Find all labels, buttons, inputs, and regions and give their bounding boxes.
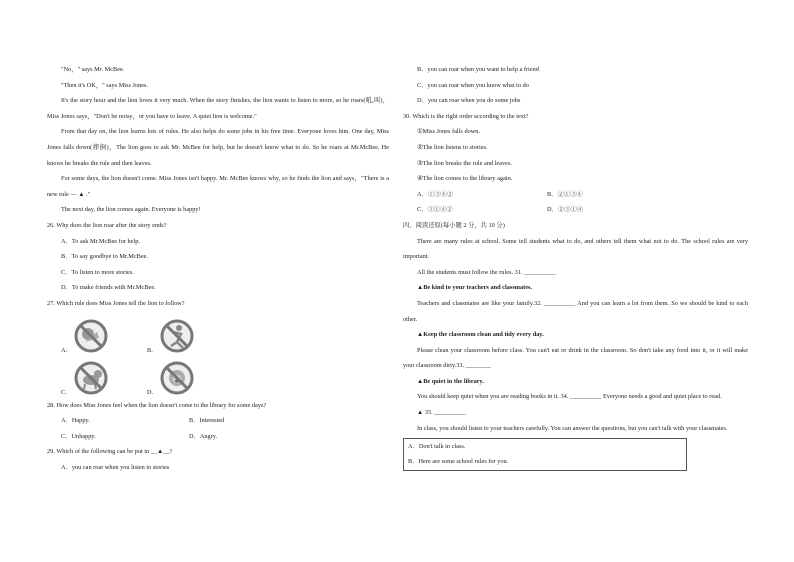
answer-options-box [403, 438, 687, 471]
q27-option-d[interactable] [147, 360, 195, 396]
story-line: "No，" says Mr. McBee. [61, 66, 125, 73]
story-paragraph: It's the story hour and the lion loves it very much. When the story finishes, the lion wants to listen to more, so he roars(吼,叫)，Miss Jones says，"Don't be noisy，or you have to leave. A quiet lion is welcome." [47, 97, 389, 120]
question-28-stem: 28. How does Miss Jones feel when the lion doesn't come to the library for some days? [47, 401, 267, 409]
q28-option-a[interactable]: A．Happy. [61, 417, 90, 425]
q28-options-row-2 [47, 429, 389, 445]
question-30-stem: 30. Which is the right order according to the text? [403, 112, 529, 120]
no-running-icon [159, 318, 195, 354]
rule-heading: ▲Be quiet in the library. [417, 377, 484, 385]
q29-option-a[interactable]: A．you can roar when you listen to stories [61, 463, 170, 471]
q27-option-c[interactable] [61, 360, 147, 396]
section-line-31: All the students must follow the rules. 31. __________ [417, 268, 556, 276]
q30-option-c[interactable]: C．③①④② [417, 206, 453, 214]
q29-option-d[interactable]: D．you can roar when you do some jobs [417, 97, 521, 105]
q27-label-a: A. [61, 346, 68, 354]
q27-option-b[interactable] [147, 318, 195, 354]
box-option-b: B．Here are some school rules for you. [408, 457, 509, 465]
q30-options-row-2 [403, 202, 748, 218]
q29-option-b[interactable]: B．you can roar when you want to help a friend [417, 66, 539, 73]
section-paragraph: Please clean your classroom before class. You can't eat or drink in the classroom. So don't take any food into it, or it will make your classroom dirty.33. ________ [403, 346, 748, 370]
section-line-35: ▲ 35. __________ [417, 409, 466, 417]
rule-heading: ▲Keep the classroom clean and tidy every day. [417, 331, 544, 339]
section-paragraph: There are many rules at school. Some tell students what to do, and others tell them what not to do. The school rules are very important. [403, 237, 748, 261]
q30-option-d[interactable]: D．②③①④ [547, 206, 584, 214]
section-paragraph: In class, you should listen to your teachers carefully. You can answer the questions, but you can't talk with your classmates. [417, 424, 728, 432]
left-column [47, 62, 389, 475]
q27-label-c: C. [61, 388, 67, 396]
story-paragraph: For some days, the lion doesn't come. Miss Jones isn't happy. Mr. McBee knows why, so he finds the lion and says，"There is a new rule — ▲ ." [47, 175, 389, 198]
right-column [403, 62, 748, 471]
q30-item-3: ③The lion breaks the rule and leaves. [417, 159, 512, 167]
section-paragraph: You should keep quiet when you are reading books in it. 34. __________ Everyone needs a good and quiet place to read. [417, 393, 722, 401]
q30-option-a[interactable]: A．①③④② [417, 190, 454, 198]
q30-option-b[interactable]: B．②①③④ [547, 190, 583, 198]
question-26-stem: 26. Why does the lion roar after the story ends? [47, 221, 167, 229]
story-line: "Then it's OK，" says Miss Jones. [61, 81, 149, 89]
q29-option-c[interactable]: C．you can roar when you know what to do [417, 81, 529, 89]
q27-label-b: B. [147, 346, 153, 354]
q30-item-1: ①Miss Jones falls down. [417, 128, 481, 136]
q27-images-row-1 [47, 316, 389, 354]
rule-heading: ▲Be kind to your teachers and classmates. [417, 284, 533, 292]
q27-option-a[interactable] [61, 318, 147, 354]
question-27-stem: 27. Which rule does Miss Jones tell the lion to follow? [47, 299, 185, 307]
q28-option-c[interactable]: C．Unhappy. [61, 432, 96, 440]
section-paragraph: Teachers and classmates are like your family.32. __________ And you can learn a lot from them. So we should be kind to each other. [403, 299, 748, 323]
no-eating-icon [73, 318, 109, 354]
q27-images-row-2 [47, 358, 389, 396]
q26-option-a[interactable]: A．To ask Mr.McBee for help. [61, 237, 140, 245]
q26-option-d[interactable]: D．To make friends with Mr.McBee. [61, 284, 156, 292]
q30-item-2: ②The lion listens to stories. [417, 143, 488, 151]
q30-item-4: ④The lion comes to the library again. [417, 175, 513, 183]
q26-option-b[interactable]: B．To say goodbye to Mr.McBee. [61, 253, 149, 261]
q28-options-row-1 [47, 413, 389, 429]
story-line: The next day, the lion comes again. Everyone is happy! [61, 206, 201, 214]
box-option-a: A．Don't talk in class. [408, 443, 466, 451]
story-paragraph: From that day on, the lion learns lots of rules. He also helps do some jobs in his free time. Everyone loves him. One day, Miss Jones falls down(摔倒)，The lion goes to ask Mr. McBee for help, but he doesn't know what to do. So he roars at Mr.McBee. He knows he breaks the rule and then leaves. [47, 128, 389, 167]
q28-option-d[interactable]: D．Angry. [189, 432, 218, 440]
q28-option-b[interactable]: B．Interested [189, 417, 225, 425]
section-title: 四、阅读还原(每小题 2 分，共 10 分) [403, 221, 505, 229]
q27-label-d: D. [147, 388, 154, 396]
no-dog-icon [73, 360, 109, 396]
question-29-stem: 29. Which of the following can be put in __▲__? [47, 448, 173, 456]
no-roaring-lion-icon [159, 360, 195, 396]
q26-option-c[interactable]: C．To listen to more stories. [61, 268, 134, 276]
q30-options-row-1 [403, 187, 748, 203]
